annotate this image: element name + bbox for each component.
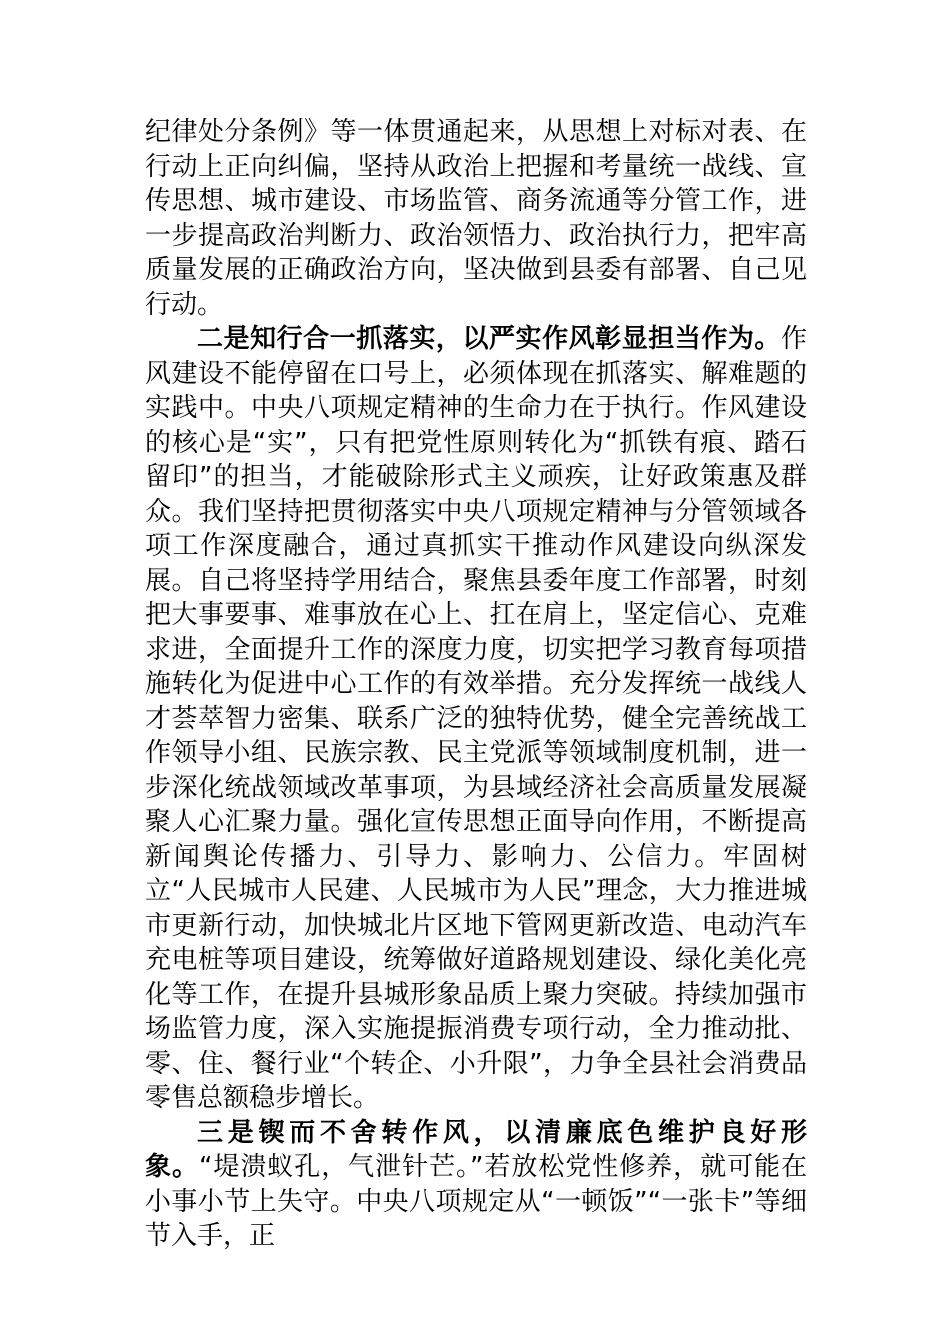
paragraph-text: “堤溃蚁孔，气泄针芒。”若放松党性修养，就可能在小事小节上失守。中央八项规定从“一顿饭”“一张卡”等细节入手，正	[145, 1152, 807, 1251]
paragraph-heading: 三是锲而不舍转作风，以清廉底色维护良好形象。	[145, 1117, 807, 1182]
paragraph-text: 纪律处分条例》等一体贯通起来，从思想上对标对表、在行动上正向纠偏，坚持从政治上把握和考量统一战线、宣传思想、城市建设、市场监管、商务流通等分管工作，进一步提高政治判断力、政治领悟力、政治执行力，把牢高质量发展的正确政治方向，坚决做到县委有部署、自己见行动。	[145, 117, 807, 320]
paragraph-point-two	[145, 322, 807, 1116]
paragraph-text: 作风建设不能停留在口号上，必须体现在抓落实、解难题的实践中。中央八项规定精神的生命力在于执行。作风建设的核心是“实”，只有把党性原则转化为“抓铁有痕、踏石留印”的担当，才能破除形式主义顽疾，让好政策惠及群众。我们坚持把贯彻落实中央八项规定精神与分管领域各项工作深度融合，通过真抓实干推动作风建设向纵深发展。自己将坚持学用结合，聚焦县委年度工作部署，时刻把大事要事、难事放在心上、扛在肩上，坚定信心、克难求进，全面提升工作的深度力度，切实把学习教育每项措施转化为促进中心工作的有效举措。充分发挥统一战线人才荟萃智力密集、联系广泛的独特优势，健全完善统战工作领导小组、民族宗教、民主党派等领域制度机制，进一步深化统战领域改革事项，为县域经济社会高质量发展凝聚人心汇聚力量。强化宣传思想正面导向作用，不断提高新闻舆论传播力、引导力、影响力、公信力。牢固树立“人民城市人民建、人民城市为人民”理念，大力推进城市更新行动，加快城北片区地下管网更新改造、电动汽车充电桩等项目建设，统筹做好道路规划建设、绿化美化亮化等工作，在提升县城形象品质上聚力突破。持续加强市场监管力度，深入实施提振消费专项行动，全力推动批、零、住、餐行业“个转企、小升限”，力争全县社会消费品零售总额稳步增长。	[145, 324, 807, 1113]
document-body	[145, 115, 807, 1254]
paragraph-point-three	[145, 1116, 807, 1254]
paragraph-continuation	[145, 115, 807, 322]
paragraph-heading: 二是知行合一抓落实，以严实作风彰显担当作为。	[197, 324, 781, 354]
